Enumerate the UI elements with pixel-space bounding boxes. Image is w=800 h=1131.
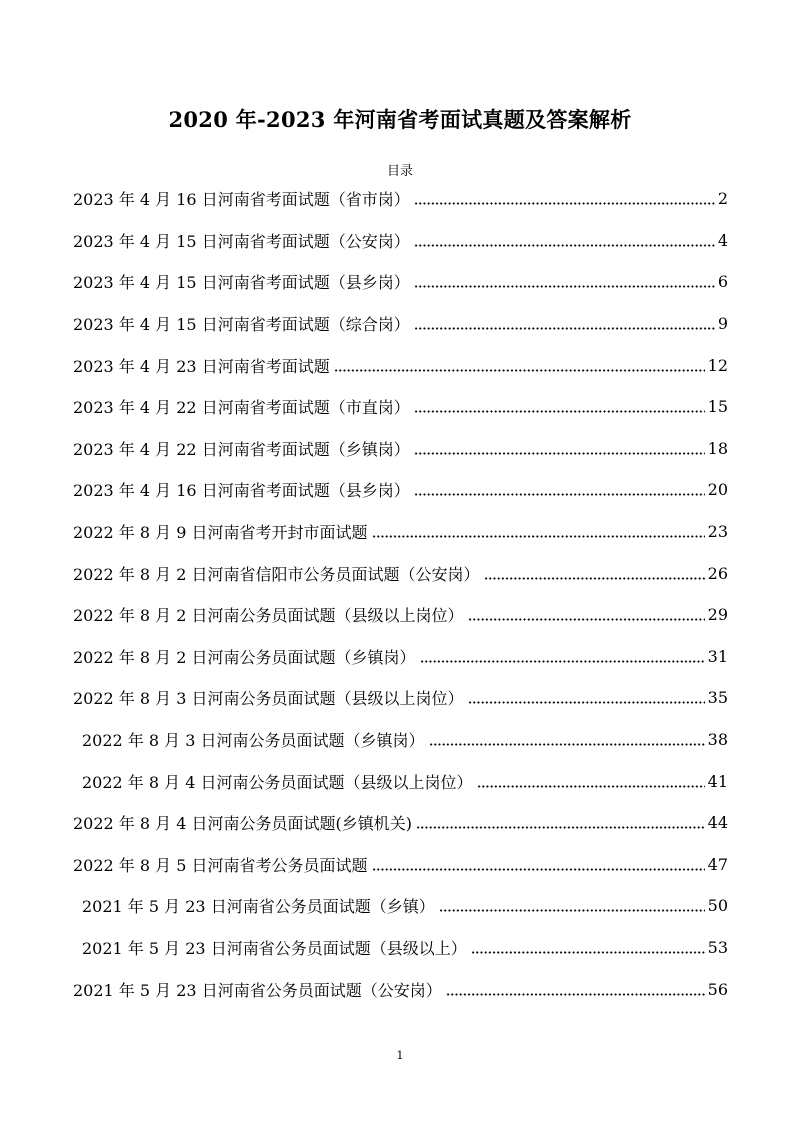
toc-entry[interactable] [0,885,800,927]
toc-entry-page: 50 [707,896,728,916]
toc-entry-page: 56 [707,979,728,999]
toc-entry-title: 2022 年 8 月 4 日河南公务员面试题（县级以上岗位） [82,772,473,792]
toc-entry[interactable] [0,261,800,303]
toc-entry[interactable] [0,428,800,470]
toc-entry[interactable] [0,594,800,636]
toc-entry-page: 4 [717,230,728,250]
toc-entry-title: 2023 年 4 月 22 日河南省考面试题（市直岗） [73,398,410,418]
toc-entry[interactable] [0,760,800,802]
toc-entry-title: 2021 年 5 月 23 日河南省公务员面试题（公安岗） [73,980,442,1000]
toc-leader-dots [416,826,705,829]
toc-entry-title: 2023 年 4 月 22 日河南省考面试题（乡镇岗） [73,439,410,459]
toc-leader-dots [484,577,705,580]
toc-entry-title: 2023 年 4 月 15 日河南省考面试题（县乡岗） [73,273,410,293]
toc-entry-page: 15 [707,397,728,417]
toc-entry-page: 9 [717,314,728,334]
toc-entry-page: 31 [707,646,728,666]
document-title: 2020 年-2023 年河南省考面试真题及答案解析 [168,107,632,132]
toc-entry[interactable] [0,719,800,761]
table-of-contents [0,178,800,1010]
toc-entry[interactable] [0,552,800,594]
toc-entry[interactable] [0,636,800,678]
toc-entry-title: 2022 年 8 月 2 日河南公务员面试题（乡镇岗） [73,647,416,667]
toc-entry-title: 2022 年 8 月 2 日河南省信阳市公务员面试题（公安岗） [73,564,480,584]
toc-entry-title: 2022 年 8 月 9 日河南省考开封市面试题 [73,523,368,543]
toc-entry-page: 20 [707,480,728,500]
toc-entry-title: 2022 年 8 月 3 日河南公务员面试题（县级以上岗位） [73,689,464,709]
toc-entry-page: 26 [707,563,728,583]
toc-leader-dots [372,868,705,871]
toc-leader-dots [439,909,705,912]
toc-leader-dots [414,244,715,247]
toc-entry-title: 2023 年 4 月 23 日河南省考面试题 [73,356,330,376]
toc-entry[interactable] [0,220,800,262]
toc-entry[interactable] [0,844,800,886]
toc-leader-dots [477,785,705,788]
toc-entry[interactable] [0,344,800,386]
toc-entry-page: 47 [707,854,728,874]
toc-entry-page: 35 [707,688,728,708]
toc-leader-dots [420,660,705,663]
toc-entry[interactable] [0,677,800,719]
toc-entry-title: 2021 年 5 月 23 日河南省公务员面试题（县级以上） [82,938,467,958]
toc-leader-dots [468,618,705,621]
toc-entry[interactable] [0,386,800,428]
toc-entry-page: 18 [707,438,728,458]
toc-entry[interactable] [0,178,800,220]
toc-entry-page: 53 [707,937,728,957]
toc-entry[interactable] [0,511,800,553]
toc-entry-page: 29 [707,605,728,625]
toc-entry-page: 38 [707,730,728,750]
toc-entry-page: 12 [707,355,728,375]
toc-entry-page: 23 [707,522,728,542]
toc-entry-title: 2023 年 4 月 15 日河南省考面试题（综合岗） [73,315,410,335]
toc-leader-dots [468,701,705,704]
toc-entry-page: 44 [707,813,728,833]
toc-entry-title: 2022 年 8 月 2 日河南公务员面试题（县级以上岗位） [73,606,464,626]
toc-leader-dots [414,202,715,205]
toc-leader-dots [414,327,715,330]
toc-leader-dots [414,410,705,413]
page-number: 1 [396,1049,404,1062]
toc-entry-title: 2022 年 8 月 3 日河南公务员面试题（乡镇岗） [82,731,425,751]
toc-entry[interactable] [0,802,800,844]
toc-entry-title: 2023 年 4 月 16 日河南省考面试题（县乡岗） [73,481,410,501]
toc-entry-title: 2021 年 5 月 23 日河南省公务员面试题（乡镇） [82,897,435,917]
toc-leader-dots [372,535,705,538]
toc-leader-dots [414,285,715,288]
toc-entry-title: 2023 年 4 月 16 日河南省考面试题（省市岗） [73,190,410,210]
toc-leader-dots [334,369,705,372]
toc-entry[interactable] [0,469,800,511]
toc-leader-dots [414,452,705,455]
toc-entry-page: 6 [717,272,728,292]
toc-entry[interactable] [0,927,800,969]
toc-entry-page: 41 [707,771,728,791]
toc-entry-title: 2022 年 8 月 4 日河南公务员面试题(乡镇机关) [73,814,412,834]
toc-entry-title: 2022 年 8 月 5 日河南省考公务员面试题 [73,855,368,875]
toc-entry[interactable] [0,303,800,345]
toc-entry-title: 2023 年 4 月 15 日河南省考面试题（公安岗） [73,231,410,251]
toc-entry[interactable] [0,968,800,1010]
toc-entry-page: 2 [717,189,728,209]
toc-leader-dots [414,493,705,496]
toc-leader-dots [446,993,705,996]
toc-heading: 目录 [386,164,413,179]
toc-leader-dots [471,951,705,954]
toc-leader-dots [429,743,705,746]
